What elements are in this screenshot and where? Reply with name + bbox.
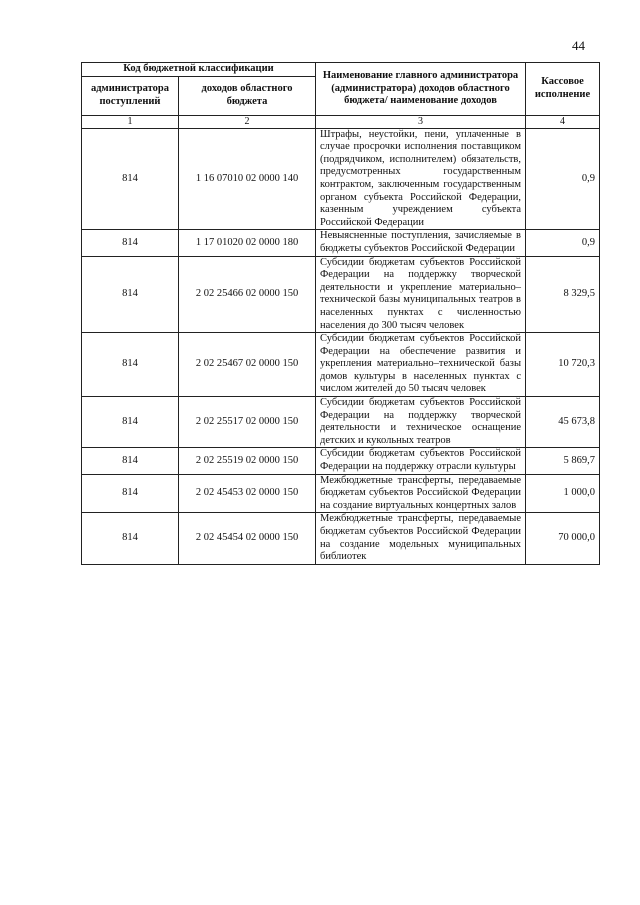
page-number: 44: [572, 38, 585, 53]
admin-code: 814: [82, 230, 179, 256]
admin-code: 814: [82, 256, 179, 333]
header-classification-code: Код бюджетной классификации: [82, 63, 316, 77]
budget-revenue-table: [81, 62, 600, 565]
admin-code: 814: [82, 513, 179, 564]
revenue-code: 2 02 25466 02 0000 150: [179, 256, 316, 333]
revenue-name: Субсидии бюджетам субъектов Российской Федерации на поддержку творческой деятельности и техническое оснащение детских и кукольных театров: [316, 397, 526, 448]
revenue-name: Субсидии бюджетам субъектов Российской Федерации на поддержку творческой деятельности и укрепление материально–технической базы муниципальных театров в населенных пунктах с численностью населения до 300 тысяч человек: [316, 256, 526, 333]
revenue-code: 2 02 25517 02 0000 150: [179, 397, 316, 448]
revenue-code: 2 02 45453 02 0000 150: [179, 474, 316, 513]
revenue-code: 1 17 01020 02 0000 180: [179, 230, 316, 256]
admin-code: 814: [82, 397, 179, 448]
revenue-code: 2 02 45454 02 0000 150: [179, 513, 316, 564]
header-name: Наименование главного администратора (администратора) доходов областного бюджета/ наименование доходов: [316, 63, 526, 116]
revenue-name: Межбюджетные трансферты, передаваемые бюджетам субъектов Российской Федерации на создание виртуальных концертных залов: [316, 474, 526, 513]
table-row: [82, 256, 600, 333]
cash-execution: 0,9: [526, 230, 600, 256]
column-number: 1: [82, 115, 179, 128]
cash-execution: 0,9: [526, 128, 600, 230]
column-number: 4: [526, 115, 600, 128]
table-row: [82, 128, 600, 230]
admin-code: 814: [82, 448, 179, 474]
revenue-name: Невыясненные поступления, зачисляемые в бюджеты субъектов Российской Федерации: [316, 230, 526, 256]
admin-code: 814: [82, 333, 179, 397]
revenue-code: 2 02 25519 02 0000 150: [179, 448, 316, 474]
table-row: [82, 448, 600, 474]
cash-execution: 1 000,0: [526, 474, 600, 513]
cash-execution: 8 329,5: [526, 256, 600, 333]
cash-execution: 45 673,8: [526, 397, 600, 448]
column-number: 3: [316, 115, 526, 128]
cash-execution: 5 869,7: [526, 448, 600, 474]
admin-code: 814: [82, 474, 179, 513]
revenue-name: Субсидии бюджетам субъектов Российской Федерации на поддержку отрасли культуры: [316, 448, 526, 474]
column-number: 2: [179, 115, 316, 128]
header-amount: Кассовое исполнение: [526, 63, 600, 116]
revenue-name: Штрафы, неустойки, пени, уплаченные в случае просрочки исполнения поставщиком (подрядчиком, исполнителем) обязательств, предусмотренных государственным контрактом, заключенным государственным органом субъекта Российской Федерации, казенным учреждением субъекта Российской Федерации: [316, 128, 526, 230]
table-row: [82, 230, 600, 256]
revenue-code: 2 02 25467 02 0000 150: [179, 333, 316, 397]
header-revenue-code: доходов областного бюджета: [179, 76, 316, 115]
table-row: [82, 513, 600, 564]
cash-execution: 10 720,3: [526, 333, 600, 397]
revenue-name: Межбюджетные трансферты, передаваемые бюджетам субъектов Российской Федерации на создание модельных муниципальных библиотек: [316, 513, 526, 564]
table-row: [82, 474, 600, 513]
header-admin: администратора поступлений: [82, 76, 179, 115]
table-row: [82, 397, 600, 448]
table-row: [82, 333, 600, 397]
cash-execution: 70 000,0: [526, 513, 600, 564]
revenue-name: Субсидии бюджетам субъектов Российской Федерации на обеспечение развития и укрепления материально–технической базы домов культуры в населенных пунктах с числом жителей до 50 тысяч человек: [316, 333, 526, 397]
revenue-code: 1 16 07010 02 0000 140: [179, 128, 316, 230]
admin-code: 814: [82, 128, 179, 230]
